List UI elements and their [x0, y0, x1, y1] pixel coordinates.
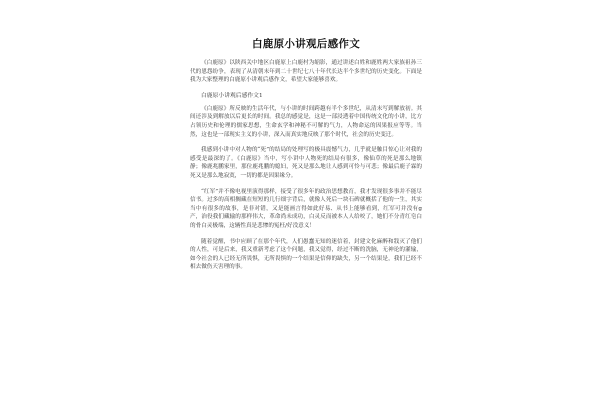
document-title: 白鹿原小讲观后感作文 [252, 38, 360, 50]
body-paragraph: 随着觉醒，书中应顾了在那个年代，人们愚蠢无知的迷信着，封建文化麻醉和戕灭了他们的人性，可是后来，我又重新考虑了这个问题，我又觉得，经过不断的洗脑，无神论的灌输，如今社会的人已经无所畏惧，无所畏惧的一个结果是信仰的缺失，另一个结果是，我们已经不相去做伤天害理的事。 [190, 238, 422, 271]
body-paragraph: 《白鹿原》所反映的生活年代，与小讲的时间跨越有半个多世纪，从清末写到解放初。其间还涉及到解放以后更长的时间。我总的感觉是，这是一部浸透着中国传统文化的小讲，比方占领历史和伦理的儒家思想，生命玄学和神秘不可解的气力，人物命运的因果报应等等。当然，这也是一部现实主义的小讲，深入而真实地反映了那个时代，社会的历史变迁。 [190, 105, 422, 138]
section-subtitle: 白鹿原小讲观后感作文1 [201, 92, 263, 99]
intro-paragraph: 《白鹿原》以陕西关中地区白鹿原上白鹿村为缩影，通过讲述白姓和鹿姓两大家族祖孙三代的恩怨纷争，表现了从清朝末年到二十世纪七八十年代长达半个多世纪的历史变化。下面是我为大家整理的白鹿原小讲观后感作文，希望大家能够喜欢。 [190, 60, 422, 84]
body-paragraph: “红军”并不像电视里演得那样，接受了很多年的政治思想教育，我才发现很多事并不能尽信书。过多的高相搁藏在短短的几行细字背后，就像人死后一块石碑就概括了他的一生，其实当中有很多的故事，是非对错，又是能画言得如此好易、从书上能够看到，红军可并没有g产，治役我们藏输的那样伟大，革命尚未成功，白灵反而被本人人给咬了，她们不分青红皂白的骨白灵极端，这辆性真是悲惨的冤枉/好没意义！ [190, 188, 422, 229]
body-paragraph: 我感到小讲中对人物的“死”的结局的处理写的极具震憾气力，几乎就是触目惊心让对我的感受是最深的了。《白鹿原》当中，写小讲中人物死的结局有很多，像仙草的死是那么地镇静；像鹿兆鹏家里，那位鹿兆鹏的媳妇，死又是那么地让人感到可怜与可悲；像最后鹿子霖的死又是那么地寂寞，一切的都是因果缘分。 [190, 147, 422, 179]
document-page [190, 36, 422, 272]
